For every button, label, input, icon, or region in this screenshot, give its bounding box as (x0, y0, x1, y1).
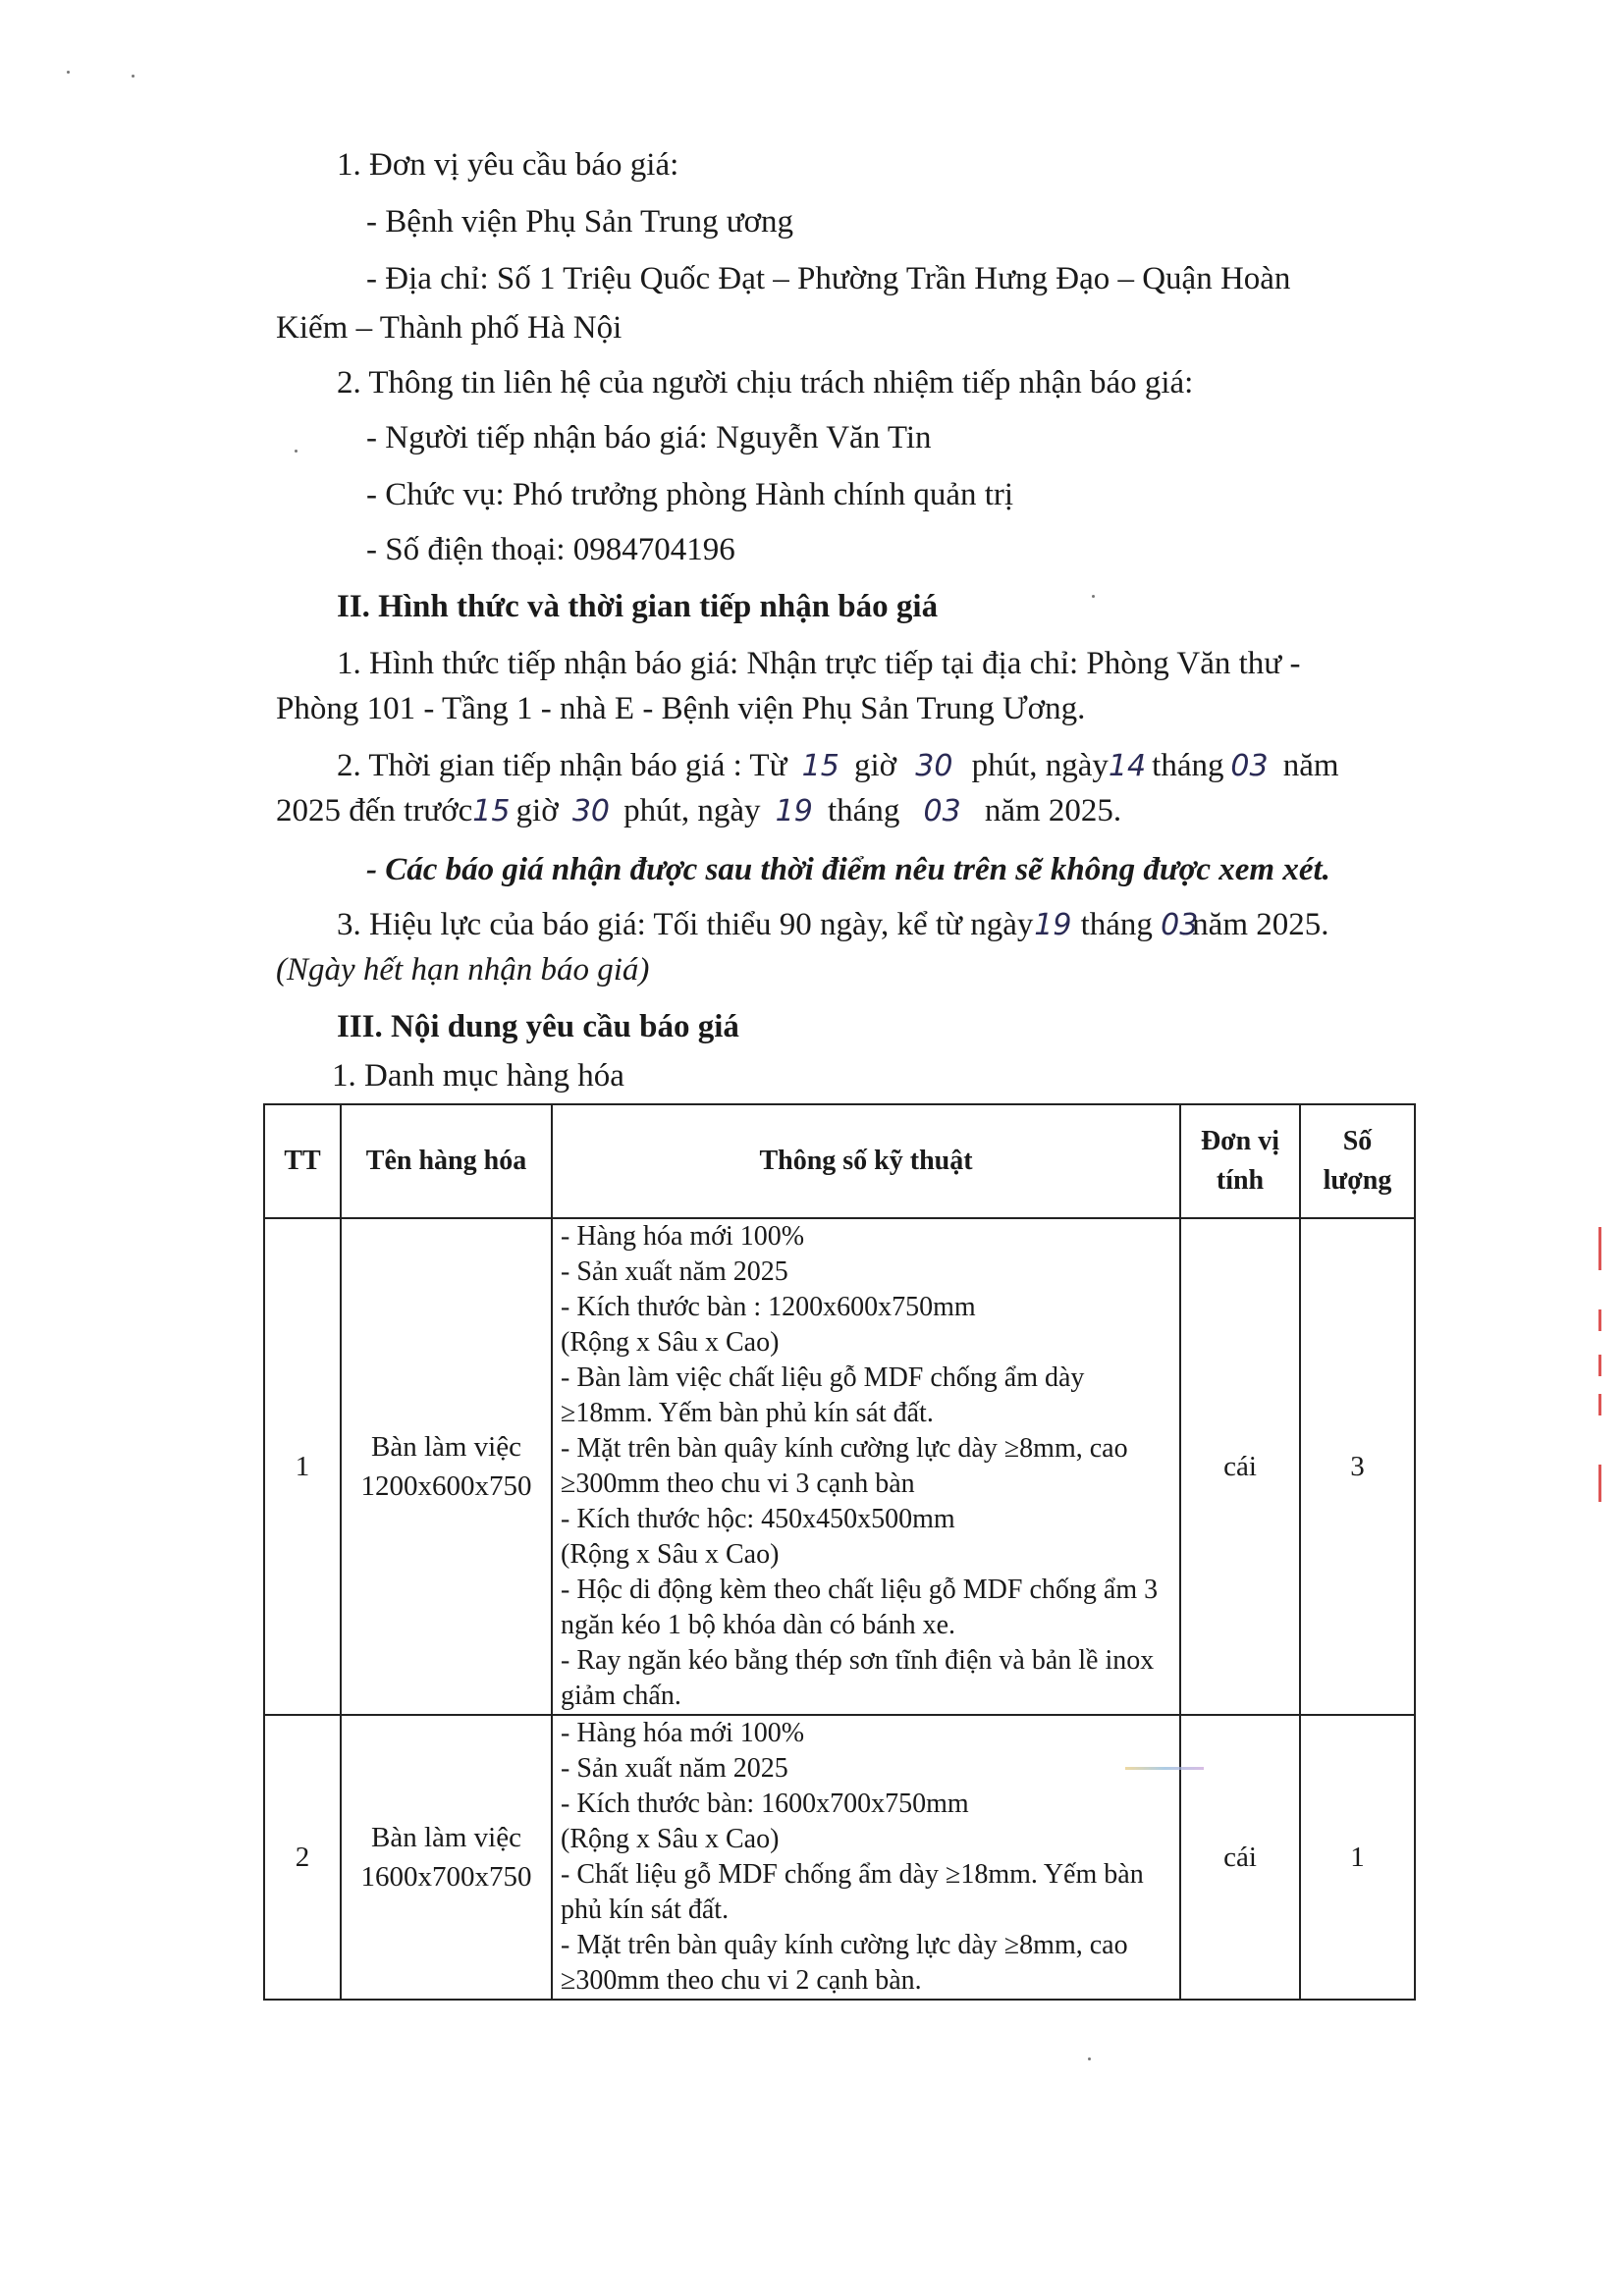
scan-speck (295, 450, 298, 453)
row1-spec-line: - Kích thước bàn : 1200x600x750mm (561, 1292, 976, 1322)
row1-spec-line: - Kích thước hộc: 450x450x500mm (561, 1504, 955, 1534)
address-line-2: Kiếm – Thành phố Hà Nội (276, 310, 623, 346)
row1-name: Bàn làm việc 1200x600x750 (341, 1218, 552, 1715)
header-tt: TT (264, 1104, 341, 1218)
time-text-4: tháng (1152, 748, 1224, 783)
row1-unit: cái (1180, 1218, 1300, 1715)
row1-qty: 3 (1300, 1218, 1415, 1715)
scan-speck (132, 75, 135, 78)
row2-spec-line: - Hàng hóa mới 100% (561, 1718, 805, 1748)
row2-spec (552, 1715, 1180, 2000)
table-header-row (264, 1104, 1415, 1218)
row2-spec-line: - Sản xuất năm 2025 (561, 1753, 788, 1784)
section-2-heading: II. Hình thức và thời gian tiếp nhận báo giá (337, 589, 939, 624)
row1-tt: 1 (264, 1218, 341, 1715)
margin-mark (1598, 1465, 1601, 1502)
validity-line-1 (337, 905, 1329, 945)
time-text-3: phút, ngày (971, 748, 1109, 783)
row2-tt: 2 (264, 1715, 341, 2000)
handwritten-end-hour: 15 (472, 794, 511, 828)
address-line-1: - Địa chỉ: Số 1 Triệu Quốc Đạt – Phường Trần Hưng Đạo – Quận Hoàn (366, 261, 1291, 296)
margin-mark (1598, 1355, 1601, 1376)
scan-artifact (1125, 1767, 1204, 1770)
row1-spec-line: (Rộng x Sâu x Cao) (561, 1327, 780, 1358)
table-row (264, 1715, 1415, 2000)
row2-spec-line: - Mặt trên bàn quây kính cường lực dày ≥8mm, cao ≥300mm theo chu vi 2 cạnh bàn. (561, 1930, 1128, 1996)
row1-spec-line: - Hộc di động kèm theo chất liệu gỗ MDF chống ẩm 3 ngăn kéo 1 bộ khóa dàn có bánh xe. (561, 1575, 1159, 1640)
header-name: Tên hàng hóa (341, 1104, 552, 1218)
requesting-unit-heading: 1. Đơn vị yêu cầu báo giá: (337, 147, 679, 183)
contact-heading: 2. Thông tin liên hệ của người chịu trách nhiệm tiếp nhận báo giá: (337, 365, 1194, 400)
validity-text-3: năm 2025. (1192, 907, 1329, 942)
handwritten-hour: 15 (801, 749, 839, 783)
time-text-6: 2025 đến trước (276, 793, 473, 828)
reception-method-line-2: Phòng 101 - Tầng 1 - nhà E - Bệnh viện Phụ Sản Trung Ương. (276, 691, 1086, 726)
scan-speck (1088, 2057, 1091, 2060)
hospital-name: - Bệnh viện Phụ Sản Trung ương (366, 204, 794, 240)
time-text-5: năm (1282, 748, 1339, 783)
row2-spec-line: - Chất liệu gỗ MDF chống ẩm dày ≥18mm. Yếm bàn phủ kín sát đất. (561, 1859, 1144, 1925)
table-row (264, 1218, 1415, 1715)
time-text-7: giờ (515, 793, 559, 828)
row1-spec-line: - Bàn làm việc chất liệu gỗ MDF chống ẩm dày ≥18mm. Yếm bàn phủ kín sát đất. (561, 1362, 1085, 1428)
row2-qty: 1 (1300, 1715, 1415, 2000)
goods-table (263, 1103, 1416, 2001)
handwritten-day: 14 (1108, 749, 1147, 783)
validity-text-2: tháng (1080, 907, 1153, 942)
section-3-heading: III. Nội dung yêu cầu báo giá (337, 1009, 739, 1044)
handwritten-validity-day: 19 (1034, 908, 1072, 942)
time-text-1: 2. Thời gian tiếp nhận báo giá : Từ (337, 748, 787, 783)
validity-text-1: 3. Hiệu lực của báo giá: Tối thiểu 90 ngày, kể từ ngày (337, 907, 1034, 942)
margin-mark (1598, 1394, 1601, 1415)
handwritten-end-day: 19 (775, 794, 813, 828)
row1-spec-line: - Mặt trên bàn quây kính cường lực dày ≥8mm, cao ≥300mm theo chu vi 3 cạnh bàn (561, 1433, 1128, 1499)
time-text-2: giờ (853, 748, 897, 783)
row1-spec-line: (Rộng x Sâu x Cao) (561, 1539, 780, 1570)
goods-list-subheading: 1. Danh mục hàng hóa (332, 1058, 624, 1094)
row1-spec-line: - Hàng hóa mới 100% (561, 1221, 805, 1252)
scan-speck (1092, 595, 1095, 598)
row1-spec-line: - Sản xuất năm 2025 (561, 1256, 788, 1287)
time-text-10: năm 2025. (984, 793, 1122, 828)
header-unit: Đơn vị tính (1180, 1104, 1300, 1218)
contact-phone: - Số điện thoại: 0984704196 (366, 532, 735, 567)
reception-time-line-2 (276, 791, 1121, 831)
handwritten-validity-month: 03 (1161, 908, 1199, 942)
row2-spec-line: - Kích thước bàn: 1600x700x750mm (561, 1789, 969, 1819)
reception-time-line-1 (337, 746, 1339, 786)
row2-name: Bàn làm việc 1600x700x750 (341, 1715, 552, 2000)
row1-spec-line: - Ray ngăn kéo bằng thép sơn tĩnh điện và bản lề inox giảm chấn. (561, 1645, 1155, 1711)
margin-mark (1598, 1309, 1601, 1331)
contact-person: - Người tiếp nhận báo giá: Nguyễn Văn Tin (366, 420, 932, 455)
header-qty: Số lượng (1300, 1104, 1415, 1218)
header-spec: Thông số kỹ thuật (552, 1104, 1180, 1218)
handwritten-end-minute: 30 (571, 794, 611, 828)
late-submission-note: - Các báo giá nhận được sau thời điểm nêu trên sẽ không được xem xét. (366, 852, 1330, 887)
scan-speck (67, 71, 70, 74)
margin-mark (1598, 1227, 1601, 1270)
validity-note: (Ngày hết hạn nhận báo giá) (276, 952, 650, 988)
contact-position: - Chức vụ: Phó trưởng phòng Hành chính quản trị (366, 477, 1014, 512)
time-text-9: tháng (828, 793, 900, 828)
handwritten-minute: 30 (915, 749, 953, 783)
row2-spec-line: (Rộng x Sâu x Cao) (561, 1824, 780, 1854)
handwritten-end-month: 03 (923, 794, 961, 828)
handwritten-month: 03 (1230, 749, 1269, 783)
row1-spec (552, 1218, 1180, 1715)
reception-method-line-1: 1. Hình thức tiếp nhận báo giá: Nhận trực tiếp tại địa chỉ: Phòng Văn thư - (337, 646, 1301, 681)
row2-unit: cái (1180, 1715, 1300, 2000)
time-text-8: phút, ngày (623, 793, 761, 828)
